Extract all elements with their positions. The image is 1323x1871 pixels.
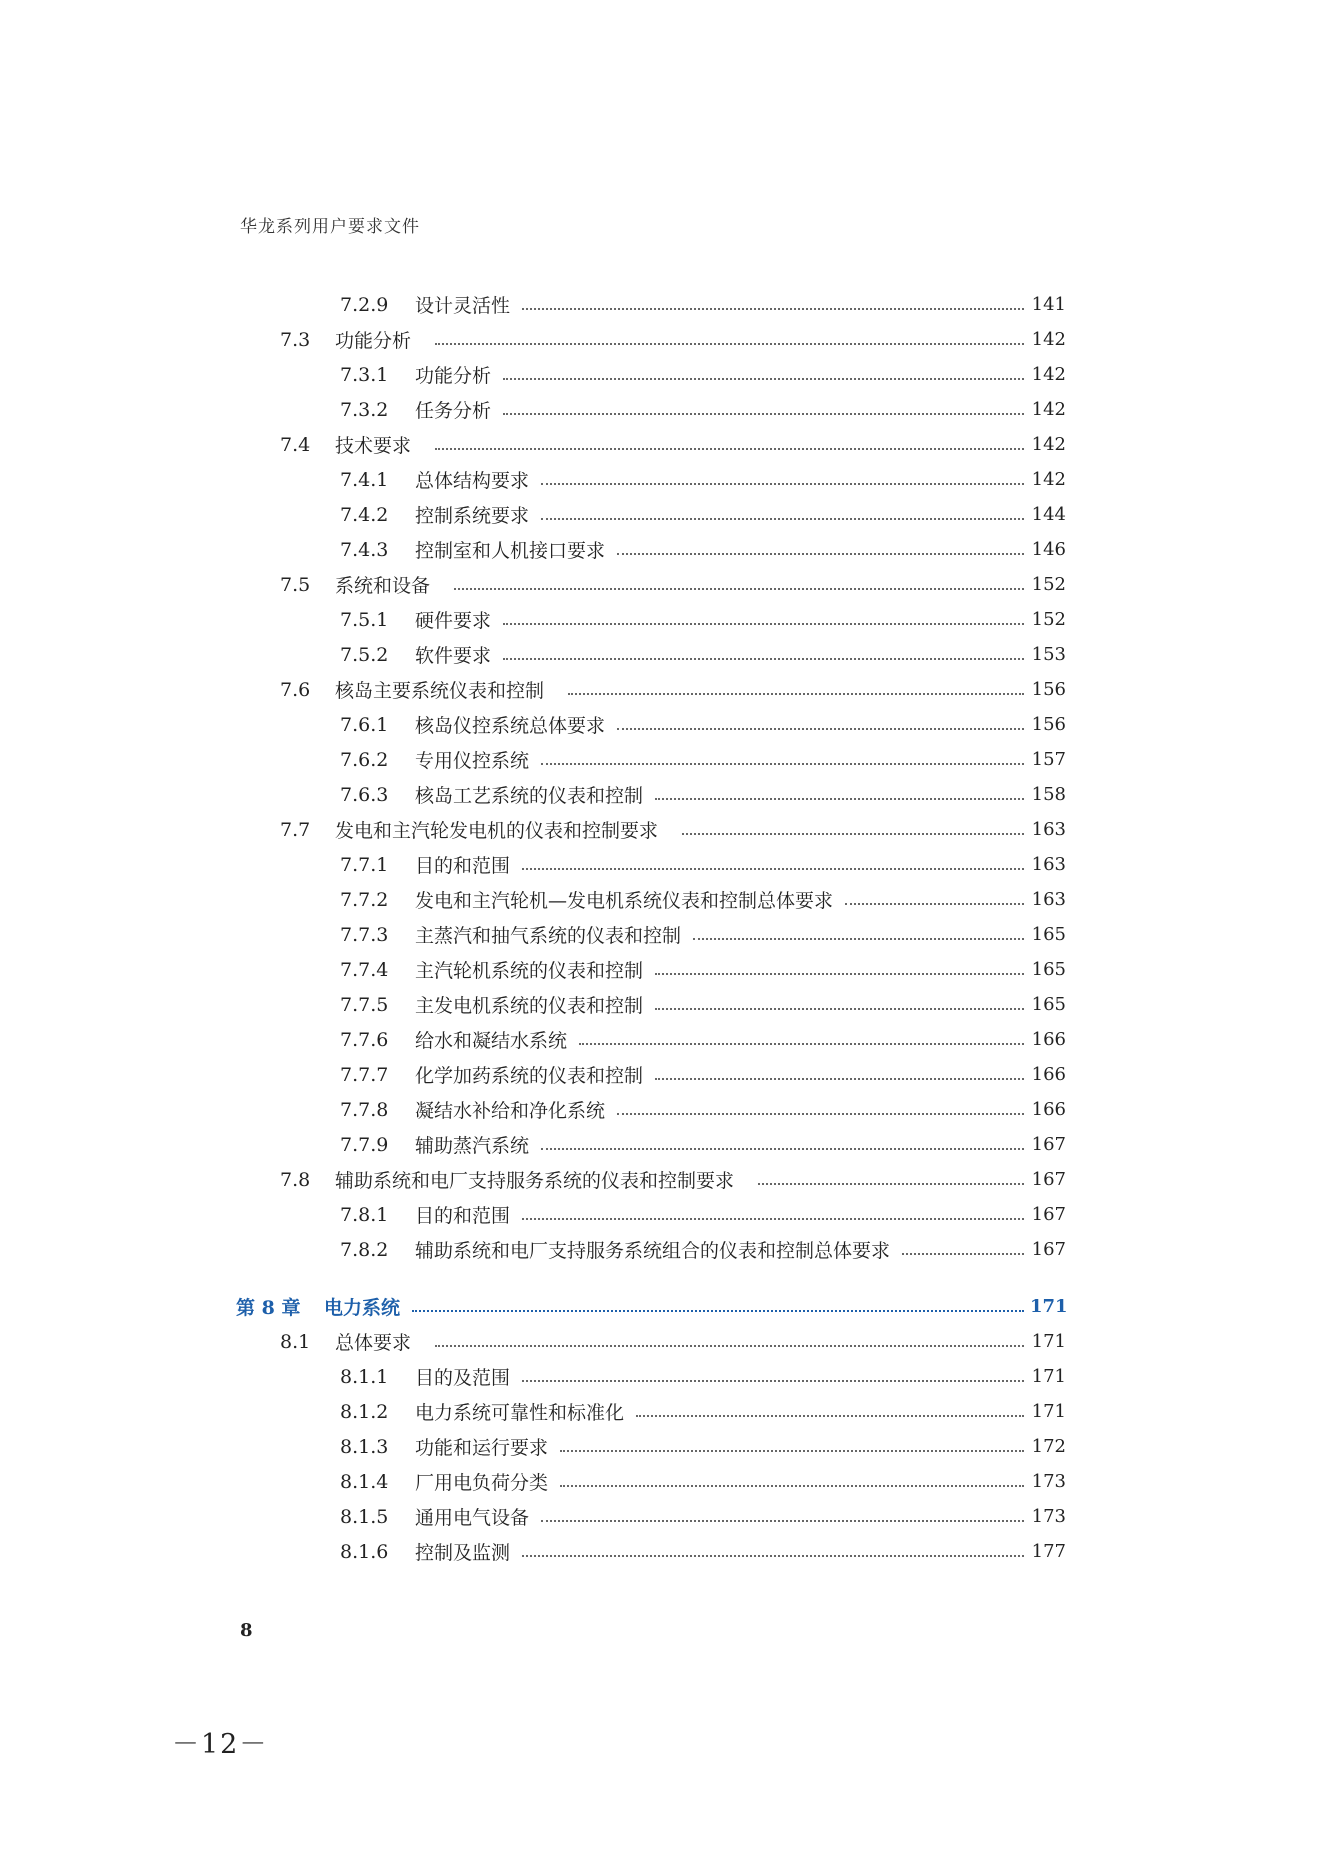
toc-entry-number: 7.7.9 (340, 1133, 389, 1156)
toc-entry[interactable] (236, 1022, 1066, 1057)
toc-entry-title: 功能分析 (335, 330, 412, 352)
toc-entry-number: 8.1.3 (340, 1435, 389, 1458)
toc-entry-number: 7.7.1 (340, 853, 389, 876)
toc-entry[interactable] (236, 462, 1066, 497)
toc-dot-leader (655, 973, 1024, 975)
toc-entry-title: 主发电机系统的仪表和控制 (415, 995, 644, 1017)
toc-entry-page: 156 (1031, 714, 1066, 735)
toc-entry-number: 7.2.9 (340, 293, 389, 316)
toc-dot-leader (541, 763, 1024, 765)
toc-entry[interactable] (236, 742, 1066, 777)
toc-entry-page: 167 (1031, 1239, 1066, 1260)
toc-entry-title: 任务分析 (415, 400, 492, 422)
toc-dot-leader (902, 1253, 1024, 1255)
toc-dot-leader (655, 1008, 1024, 1010)
toc-entry[interactable] (236, 1534, 1066, 1569)
toc-dot-leader (541, 518, 1024, 520)
toc-entry-title: 软件要求 (415, 645, 492, 667)
sheet-page-number: －12－ (172, 1729, 269, 1760)
toc-entry-title: 给水和凝结水系统 (415, 1030, 568, 1052)
toc-dot-leader (655, 1078, 1024, 1080)
toc-entry-title: 电力系统可靠性和标准化 (415, 1402, 625, 1424)
toc-dot-leader (617, 728, 1024, 730)
toc-entry-title: 总体结构要求 (415, 470, 530, 492)
toc-dot-leader (579, 1043, 1024, 1045)
toc-dot-leader (435, 1345, 1024, 1347)
toc-entry-title: 设计灵活性 (415, 295, 511, 317)
toc-dot-leader (522, 308, 1024, 310)
toc-entry-title: 化学加药系统的仪表和控制 (415, 1065, 644, 1087)
toc-entry-title: 功能和运行要求 (415, 1437, 549, 1459)
toc-entry-title: 主蒸汽和抽气系统的仪表和控制 (415, 925, 682, 947)
toc-entry-page: 141 (1031, 294, 1066, 315)
toc-dot-leader (655, 798, 1024, 800)
toc-entry-page: 172 (1031, 1436, 1066, 1457)
toc-dot-leader (435, 343, 1024, 345)
toc-entry-title: 通用电气设备 (415, 1507, 530, 1529)
toc-entry-number: 8.1.1 (340, 1365, 389, 1388)
toc-entry-page: 157 (1031, 749, 1066, 770)
toc-entry-page: 165 (1031, 959, 1066, 980)
toc-entry-number: 7.8.1 (340, 1203, 389, 1226)
toc-entry[interactable] (236, 1324, 1066, 1359)
toc-entry-page: 153 (1031, 644, 1066, 665)
toc-entry[interactable] (236, 777, 1066, 812)
toc-dot-leader (435, 448, 1024, 450)
toc-entry-page: 142 (1031, 434, 1066, 455)
toc-entry[interactable] (236, 1232, 1066, 1267)
toc-chapter-entry[interactable] (236, 1289, 1066, 1324)
toc-entry[interactable] (236, 1092, 1066, 1127)
toc-dot-leader (682, 833, 1024, 835)
toc-entry-title: 核岛工艺系统的仪表和控制 (415, 785, 644, 807)
toc-dot-leader (758, 1183, 1024, 1185)
toc-entry[interactable] (236, 1197, 1066, 1232)
toc-entry-page: 142 (1031, 469, 1066, 490)
toc-entry-number: 7.5.1 (340, 608, 389, 631)
toc-entry-title: 辅助系统和电厂支持服务系统组合的仪表和控制总体要求 (415, 1240, 891, 1262)
toc-entry-page: 166 (1031, 1099, 1066, 1120)
toc-entry-page: 166 (1031, 1029, 1066, 1050)
toc-entry-number: 7.4 (280, 433, 311, 456)
toc-dot-leader (503, 623, 1024, 625)
toc-entry-title: 控制系统要求 (415, 505, 530, 527)
toc-entry-title: 辅助系统和电厂支持服务系统的仪表和控制要求 (335, 1170, 735, 1192)
toc-entry[interactable] (236, 532, 1066, 567)
toc-dot-leader (503, 658, 1024, 660)
toc-dot-leader (503, 413, 1024, 415)
toc-entry-number: 8.1 (280, 1330, 311, 1353)
toc-entry-number: 8.1.6 (340, 1540, 389, 1563)
toc-entry[interactable] (236, 357, 1066, 392)
toc-entry-title: 发电和主汽轮机—发电机系统仪表和控制总体要求 (415, 890, 834, 912)
toc-entry-number: 7.5.2 (340, 643, 389, 666)
toc-dot-leader (560, 1450, 1024, 1452)
toc-dot-leader (522, 1380, 1024, 1382)
toc-entry-page: 152 (1031, 609, 1066, 630)
toc-entry-page: 165 (1031, 924, 1066, 945)
toc-entry[interactable] (236, 427, 1066, 462)
toc-entry-page: 144 (1031, 504, 1066, 525)
toc-entry[interactable] (236, 392, 1066, 427)
toc-entry-page: 167 (1031, 1134, 1066, 1155)
toc-entry-page: 177 (1031, 1541, 1066, 1562)
toc-dot-leader (522, 868, 1024, 870)
toc-entry[interactable] (236, 1429, 1066, 1464)
toc-entry-page: 171 (1031, 1401, 1066, 1422)
toc-entry-page: 152 (1031, 574, 1066, 595)
toc-dot-leader (845, 903, 1024, 905)
toc-entry[interactable] (236, 1127, 1066, 1162)
toc-entry-number: 7.7.3 (340, 923, 389, 946)
toc-entry-page: 166 (1031, 1064, 1066, 1085)
toc-entry[interactable] (236, 882, 1066, 917)
toc-entry-page: 171 (1031, 1331, 1066, 1352)
toc-dot-leader (568, 693, 1024, 695)
toc-entry[interactable] (236, 847, 1066, 882)
toc-entry-title: 总体要求 (335, 1332, 412, 1354)
toc-entry[interactable] (236, 707, 1066, 742)
toc-entry-number: 7.7.5 (340, 993, 389, 1016)
toc-entry-page: 156 (1031, 679, 1066, 700)
toc-entry[interactable] (236, 322, 1066, 357)
toc-entry-title: 主汽轮机系统的仪表和控制 (415, 960, 644, 982)
toc-entry-number: 7.7 (280, 818, 311, 841)
toc-dot-leader (560, 1485, 1024, 1487)
toc-entry-page: 171 (1031, 1366, 1066, 1387)
toc-entry-number: 7.7.8 (340, 1098, 389, 1121)
toc-entry-page: 173 (1031, 1506, 1066, 1527)
toc-entry-title: 凝结水补给和净化系统 (415, 1100, 606, 1122)
toc-entry-page: 165 (1031, 994, 1066, 1015)
toc-dot-leader (617, 1113, 1024, 1115)
toc-entry-number: 7.4.1 (340, 468, 389, 491)
toc-entry[interactable] (236, 1394, 1066, 1429)
toc-entry-title: 控制室和人机接口要求 (415, 540, 606, 562)
table-of-contents (236, 287, 1066, 1569)
toc-entry[interactable] (236, 987, 1066, 1022)
toc-entry-page: 167 (1031, 1169, 1066, 1190)
toc-entry-number: 7.4.3 (340, 538, 389, 561)
toc-entry-number: 7.6.3 (340, 783, 389, 806)
toc-entry-title: 专用仪控系统 (415, 750, 530, 772)
toc-entry-number: 7.7.7 (340, 1063, 389, 1086)
toc-entry[interactable] (236, 567, 1066, 602)
toc-entry-page: 167 (1031, 1204, 1066, 1225)
toc-entry-title: 系统和设备 (335, 575, 431, 597)
toc-entry[interactable] (236, 1359, 1066, 1394)
toc-dot-leader (522, 1555, 1024, 1557)
toc-dot-leader (636, 1415, 1024, 1417)
toc-entry-number: 7.4.2 (340, 503, 389, 526)
toc-entry-number: 8.1.2 (340, 1400, 389, 1423)
toc-entry-page: 163 (1031, 889, 1066, 910)
toc-entry-page: 163 (1031, 854, 1066, 875)
toc-entry-number: 7.6.2 (340, 748, 389, 771)
toc-entry[interactable] (236, 287, 1066, 322)
toc-entry[interactable] (236, 1464, 1066, 1499)
toc-entry-title: 功能分析 (415, 365, 492, 387)
toc-entry[interactable] (236, 637, 1066, 672)
toc-entry-number: 第 8 章 (236, 1297, 301, 1319)
toc-entry-number: 7.7.4 (340, 958, 389, 981)
toc-entry-number: 7.8 (280, 1168, 311, 1191)
toc-entry[interactable] (236, 917, 1066, 952)
toc-entry-title: 目的及范围 (415, 1367, 511, 1389)
toc-entry-number: 7.7.2 (340, 888, 389, 911)
toc-entry-title: 厂用电负荷分类 (415, 1472, 549, 1494)
toc-entry[interactable] (236, 672, 1066, 707)
toc-entry-number: 7.5 (280, 573, 311, 596)
toc-dot-leader (693, 938, 1024, 940)
toc-entry-number: 7.6.1 (340, 713, 389, 736)
toc-dot-leader (617, 553, 1024, 555)
toc-entry-title: 发电和主汽轮发电机的仪表和控制要求 (335, 820, 659, 842)
toc-entry-number: 7.3.1 (340, 363, 389, 386)
toc-dot-leader (412, 1310, 1024, 1312)
toc-entry[interactable] (236, 1057, 1066, 1092)
toc-entry-number: 8.1.4 (340, 1470, 389, 1493)
toc-entry[interactable] (236, 812, 1066, 847)
toc-entry-page: 142 (1031, 364, 1066, 385)
toc-entry-page: 146 (1031, 539, 1066, 560)
toc-entry-title: 控制及监测 (415, 1542, 511, 1564)
toc-entry[interactable] (236, 1499, 1066, 1534)
toc-entry-title: 硬件要求 (415, 610, 492, 632)
toc-dot-leader (541, 483, 1024, 485)
toc-entry-page: 158 (1031, 784, 1066, 805)
toc-entry-title: 目的和范围 (415, 855, 511, 877)
toc-entry-number: 7.7.6 (340, 1028, 389, 1051)
toc-dot-leader (454, 588, 1024, 590)
toc-entry-title: 技术要求 (335, 435, 412, 457)
running-header: 华龙系列用户要求文件 (240, 217, 420, 237)
toc-entry-page: 171 (1030, 1296, 1068, 1317)
toc-entry-page: 173 (1031, 1471, 1066, 1492)
toc-entry-number: 7.6 (280, 678, 311, 701)
toc-entry-page: 142 (1031, 399, 1066, 420)
toc-entry-title: 电力系统 (324, 1297, 401, 1319)
toc-entry[interactable] (236, 952, 1066, 987)
toc-dot-leader (541, 1148, 1024, 1150)
toc-entry-number: 7.8.2 (340, 1238, 389, 1261)
toc-entry-title: 核岛主要系统仪表和控制 (335, 680, 545, 702)
toc-dot-leader (522, 1218, 1024, 1220)
toc-entry[interactable] (236, 1162, 1066, 1197)
toc-entry[interactable] (236, 602, 1066, 637)
toc-entry-number: 8.1.5 (340, 1505, 389, 1528)
toc-entry-title: 目的和范围 (415, 1205, 511, 1227)
book-page-number: 8 (240, 1620, 253, 1641)
toc-entry-title: 辅助蒸汽系统 (415, 1135, 530, 1157)
toc-entry-page: 163 (1031, 819, 1066, 840)
toc-entry-number: 7.3 (280, 328, 311, 351)
toc-entry-title: 核岛仪控系统总体要求 (415, 715, 606, 737)
toc-entry-page: 142 (1031, 329, 1066, 350)
toc-dot-leader (503, 378, 1024, 380)
toc-entry-number: 7.3.2 (340, 398, 389, 421)
toc-entry[interactable] (236, 497, 1066, 532)
toc-dot-leader (541, 1520, 1024, 1522)
